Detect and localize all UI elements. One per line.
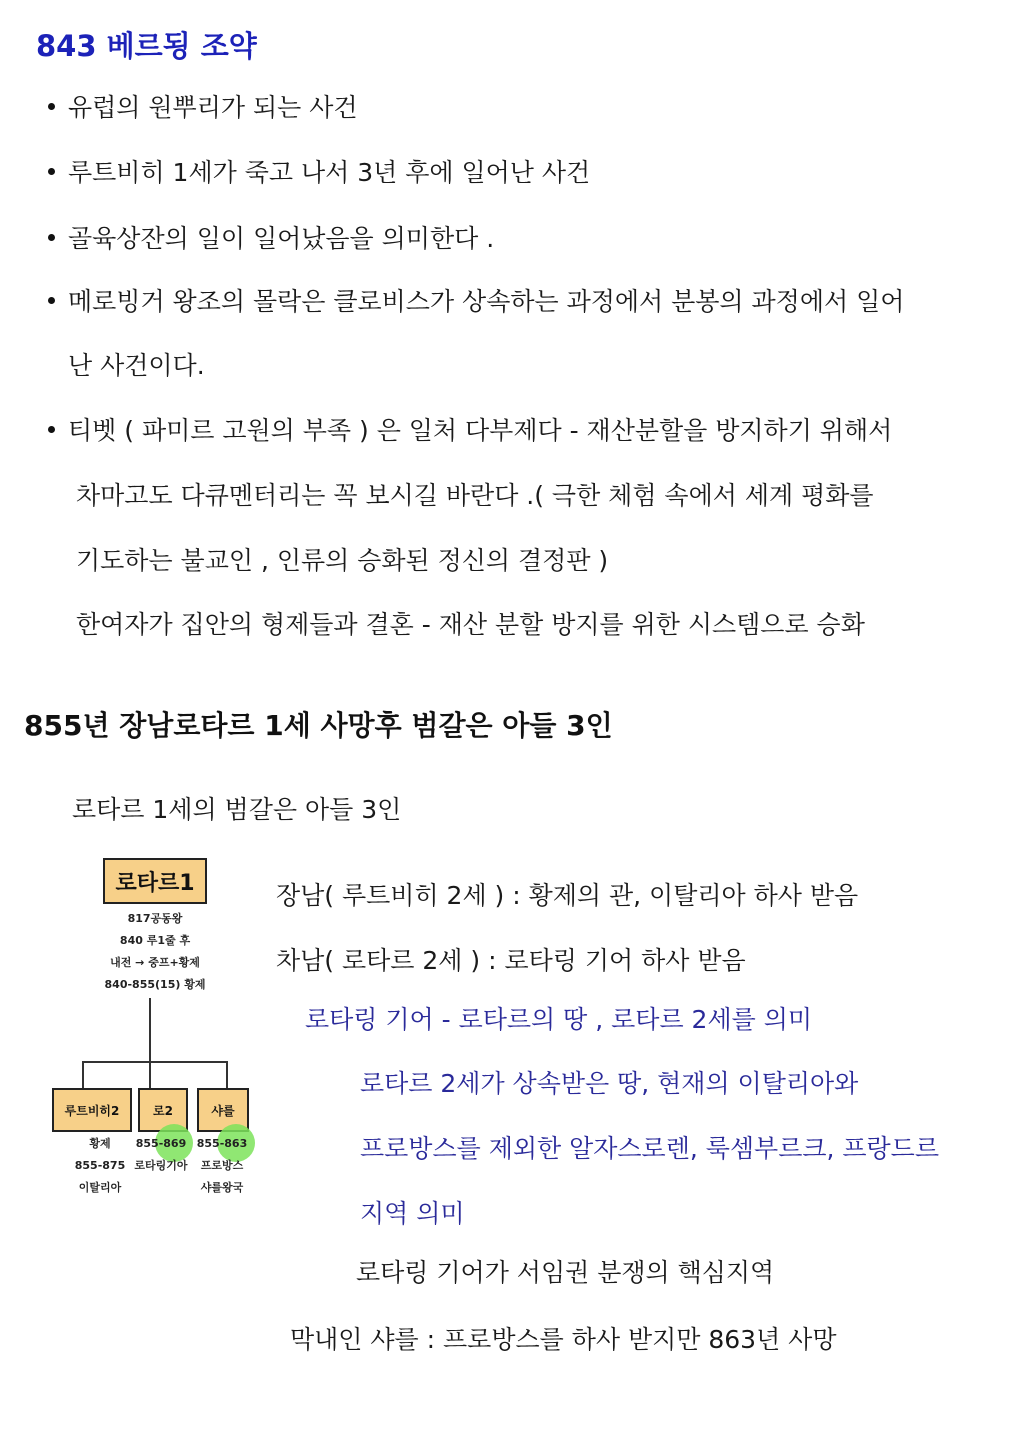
tree-child-box: 로2 (138, 1088, 188, 1132)
tree-note: 이탈리아 (78, 1181, 122, 1194)
tree-note: 내전 → 중프+황제 (110, 956, 200, 969)
tree-note: 황제 (89, 1137, 111, 1150)
tree-connector (149, 1061, 151, 1088)
line-lotharingia-detail: 프로방스를 제외한 알자스로렌, 룩셈부르크, 프랑드르 (360, 1134, 939, 1163)
bullet-continuation: 기도하는 불교인 , 인류의 승화된 정신의 결정판 ) (76, 546, 609, 575)
bullet-continuation: 난 사건이다. (68, 351, 205, 380)
bullet-item: 골육상잔의 일이 일어났음을 의미한다 . (68, 224, 495, 253)
line-lotharingia-detail: 로타르 2세가 상속받은 땅, 현재의 이탈리아와 (360, 1069, 859, 1098)
bullet-dot (48, 297, 55, 304)
line-investiture: 로타링 기어가 서임권 분쟁의 핵심지역 (356, 1258, 775, 1287)
tree-child-box: 샤를 (197, 1088, 249, 1132)
bullet-item: 유럽의 원뿌리가 되는 사건 (68, 93, 358, 122)
tree-note: 샤를왕국 (200, 1181, 244, 1194)
tree-connector (82, 1061, 228, 1063)
section2-title: 855년 장남로타르 1세 사망후 범갈은 아들 3인 (24, 709, 613, 742)
line-second-son: 차남( 로타르 2세 ) : 로타링 기어 하사 받음 (276, 946, 746, 975)
bullet-dot (48, 426, 55, 433)
tree-note: 840 루1줄 후 (119, 934, 191, 947)
bullet-dot (48, 234, 55, 241)
bullet-item: 티벳 ( 파미르 고원의 부족 ) 은 일처 다부제다 - 재산분할을 방지하기 위해서 (68, 416, 893, 445)
tree-note: 817공동왕 (127, 912, 183, 925)
tree-note: 855-869 (135, 1137, 187, 1150)
tree-child-notes (130, 1133, 192, 1177)
tree-root-box: 로타르1 (103, 858, 207, 904)
tree-note: 로타링기아 (134, 1159, 188, 1172)
bullet-dot (48, 168, 55, 175)
line-lotharingia-detail: 지역 의미 (360, 1199, 465, 1228)
line-eldest-son: 장남( 루트비히 2세 ) : 황제의 관, 이탈리아 하사 받음 (276, 881, 859, 910)
bullet-dot (48, 103, 55, 110)
tree-connector (226, 1061, 228, 1088)
tree-child-notes (193, 1133, 251, 1199)
tree-note: 프로방스 (200, 1159, 244, 1172)
tree-connector (82, 1061, 84, 1088)
tree-child-box: 루트비히2 (52, 1088, 132, 1132)
tree-root-notes (70, 908, 240, 996)
bullet-item: 메로빙거 왕조의 몰락은 클로비스가 상속하는 과정에서 분봉의 과정에서 일어 (68, 287, 905, 316)
bullet-item: 루트비히 1세가 죽고 나서 3년 후에 일어난 사건 (68, 158, 591, 187)
bullet-continuation: 차마고도 다큐멘터리는 꼭 보시길 바란다 .( 극한 체험 속에서 세계 평화를 (76, 481, 874, 510)
section2-subtitle: 로타르 1세의 범갈은 아들 3인 (72, 795, 402, 824)
tree-note: 840-855(15) 황제 (104, 978, 206, 991)
section1-title: 843 베르됭 조약 (36, 29, 257, 63)
line-youngest-son: 막내인 샤를 : 프로방스를 하사 받지만 863년 사망 (290, 1325, 837, 1354)
tree-connector (149, 998, 151, 1062)
line-lotharingia-def: 로타링 기어 - 로타르의 땅 , 로타르 2세를 의미 (305, 1005, 812, 1034)
bullet-continuation: 한여자가 집안의 형제들과 결혼 - 재산 분할 방지를 위한 시스템으로 승화 (76, 610, 865, 639)
tree-note: 855-863 (196, 1137, 248, 1150)
tree-note: 855-875 (74, 1159, 126, 1172)
